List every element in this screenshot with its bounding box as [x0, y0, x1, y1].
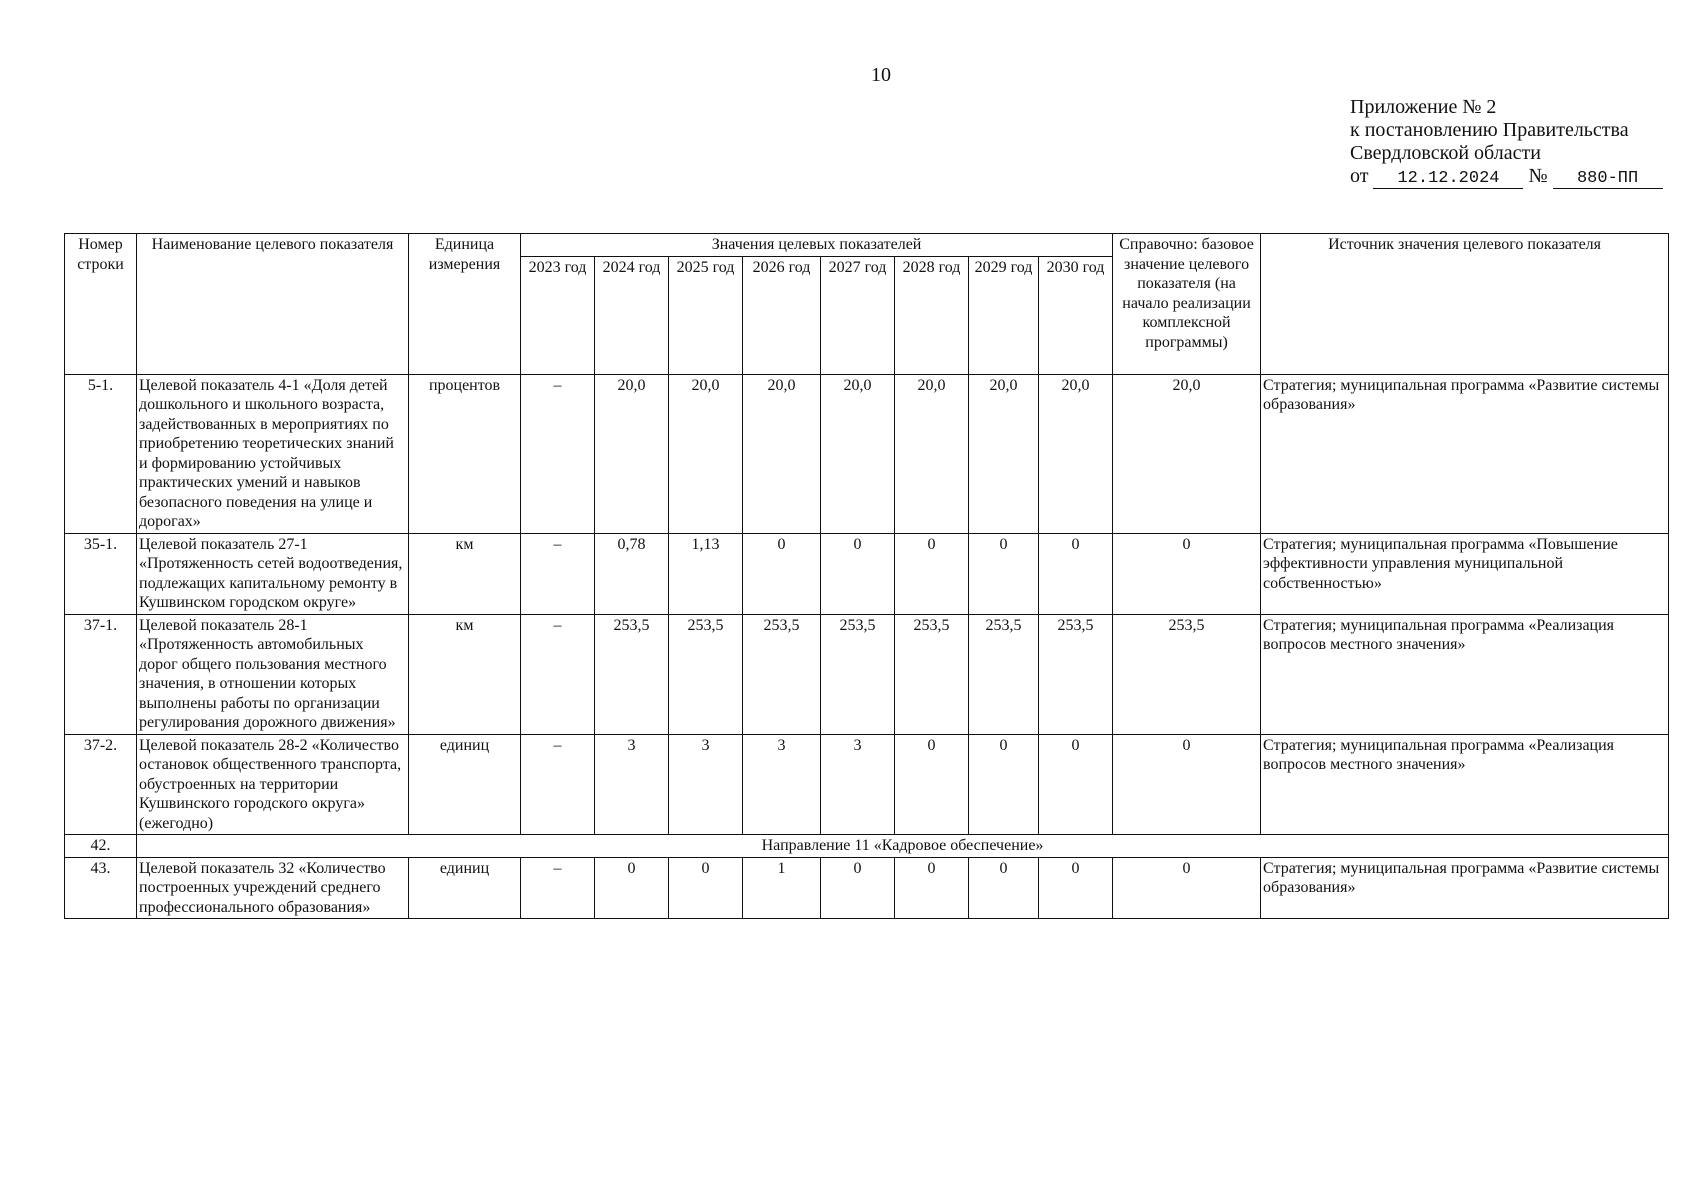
indicator-name: Целевой показатель 27-1 «Протяженность сетей водоотведения, подлежащих капитальному ремонту в Кушвинском городском округе» [137, 533, 409, 614]
value-cell: 253,5 [969, 614, 1039, 734]
value-cell: 253,5 [743, 614, 821, 734]
direction-title: Направление 11 «Кадровое обеспечение» [137, 835, 1669, 858]
row-number: 37-2. [65, 734, 137, 835]
table-header-row [65, 234, 1669, 257]
source-cell: Стратегия; муниципальная программа «Реализация вопросов местного значения» [1261, 734, 1669, 835]
from-label: от [1350, 165, 1369, 187]
value-cell: 0 [895, 734, 969, 835]
indicator-name: Целевой показатель 28-2 «Количество остановок общественного транспорта, обустроенных на территории Кушвинского городского округа» (ежегодно) [137, 734, 409, 835]
value-cell: 0,78 [595, 533, 669, 614]
value-cell: – [521, 533, 595, 614]
header-year: 2028 год [895, 256, 969, 374]
value-cell: 253,5 [895, 614, 969, 734]
base-value-cell: 253,5 [1113, 614, 1261, 734]
value-cell: 0 [969, 734, 1039, 835]
table-row [65, 857, 1669, 919]
base-value-cell: 0 [1113, 857, 1261, 919]
value-cell: 0 [595, 857, 669, 919]
value-cell: 20,0 [821, 374, 895, 533]
table-row [65, 533, 1669, 614]
value-cell: 253,5 [821, 614, 895, 734]
table-row [65, 614, 1669, 734]
value-cell: 20,0 [895, 374, 969, 533]
row-number: 5-1. [65, 374, 137, 533]
value-cell: 0 [895, 857, 969, 919]
value-cell: 0 [969, 533, 1039, 614]
value-cell: 3 [743, 734, 821, 835]
indicator-name: Целевой показатель 28-1 «Протяженность автомобильных дорог общего пользования местного значения, в отношении которых выполнены работы по организации регулирования дорожного движения» [137, 614, 409, 734]
direction-row [65, 835, 1669, 858]
value-cell: 0 [743, 533, 821, 614]
value-cell: 0 [895, 533, 969, 614]
value-cell: – [521, 614, 595, 734]
appendix-subtitle: к постановлению Правительства [1350, 119, 1629, 141]
source-cell: Стратегия; муниципальная программа «Развитие системы образования» [1261, 374, 1669, 533]
unit-cell: процентов [409, 374, 521, 533]
header-year: 2025 год [669, 256, 743, 374]
page-number: 10 [871, 64, 891, 86]
value-cell: 253,5 [669, 614, 743, 734]
value-cell: 0 [1039, 734, 1113, 835]
decree-number: 880-ПП [1553, 170, 1663, 189]
value-cell: 20,0 [1039, 374, 1113, 533]
table-row [65, 374, 1669, 533]
base-value-cell: 20,0 [1113, 374, 1261, 533]
header-year: 2029 год [969, 256, 1039, 374]
source-cell: Стратегия; муниципальная программа «Развитие системы образования» [1261, 857, 1669, 919]
value-cell: 0 [821, 857, 895, 919]
value-cell: 20,0 [969, 374, 1039, 533]
value-cell: 1,13 [669, 533, 743, 614]
value-cell: 0 [969, 857, 1039, 919]
row-number: 37-1. [65, 614, 137, 734]
value-cell: 0 [1039, 857, 1113, 919]
number-label: № [1528, 165, 1548, 187]
unit-cell: единиц [409, 857, 521, 919]
base-value-cell: 0 [1113, 533, 1261, 614]
header-unit: Единица измерения [409, 234, 521, 375]
value-cell: 0 [1039, 533, 1113, 614]
row-number: 35-1. [65, 533, 137, 614]
value-cell: 3 [595, 734, 669, 835]
source-cell: Стратегия; муниципальная программа «Реализация вопросов местного значения» [1261, 614, 1669, 734]
indicators-table [64, 233, 1669, 919]
value-cell: 20,0 [669, 374, 743, 533]
header-year: 2023 год [521, 256, 595, 374]
value-cell: 1 [743, 857, 821, 919]
value-cell: 3 [821, 734, 895, 835]
value-cell: 253,5 [1039, 614, 1113, 734]
table-row [65, 734, 1669, 835]
value-cell: – [521, 857, 595, 919]
header-indicator-name: Наименование целевого показателя [137, 234, 409, 375]
appendix-region: Свердловской области [1350, 142, 1541, 164]
header-year: 2026 год [743, 256, 821, 374]
unit-cell: км [409, 533, 521, 614]
appendix-block [1350, 96, 1663, 189]
value-cell: – [521, 374, 595, 533]
unit-cell: км [409, 614, 521, 734]
header-base-value: Справочно: базовое значение целевого показателя (на начало реализации комплексной программы) [1113, 234, 1261, 375]
row-number: 42. [65, 835, 137, 858]
value-cell: 20,0 [595, 374, 669, 533]
value-cell: – [521, 734, 595, 835]
decree-date: 12.12.2024 [1373, 170, 1523, 189]
row-number: 43. [65, 857, 137, 919]
unit-cell: единиц [409, 734, 521, 835]
indicator-name: Целевой показатель 4-1 «Доля детей дошкольного и школьного возраста, задействованных в мероприятиях по приобретению теоретических знаний и формированию устойчивых практических умений и навыков безопасного поведения на улице и дорогах» [137, 374, 409, 533]
value-cell: 3 [669, 734, 743, 835]
appendix-date-line [1350, 165, 1663, 189]
source-cell: Стратегия; муниципальная программа «Повышение эффективности управления муниципальной собственностью» [1261, 533, 1669, 614]
value-cell: 0 [821, 533, 895, 614]
header-values-group: Значения целевых показателей [521, 234, 1113, 257]
appendix-title: Приложение № 2 [1350, 96, 1497, 118]
value-cell: 20,0 [743, 374, 821, 533]
value-cell: 0 [669, 857, 743, 919]
header-row-number: Номер строки [65, 234, 137, 375]
base-value-cell: 0 [1113, 734, 1261, 835]
header-source: Источник значения целевого показателя [1261, 234, 1669, 375]
value-cell: 253,5 [595, 614, 669, 734]
header-year: 2024 год [595, 256, 669, 374]
header-year: 2027 год [821, 256, 895, 374]
indicator-name: Целевой показатель 32 «Количество построенных учреждений среднего профессионального образования» [137, 857, 409, 919]
header-year: 2030 год [1039, 256, 1113, 374]
